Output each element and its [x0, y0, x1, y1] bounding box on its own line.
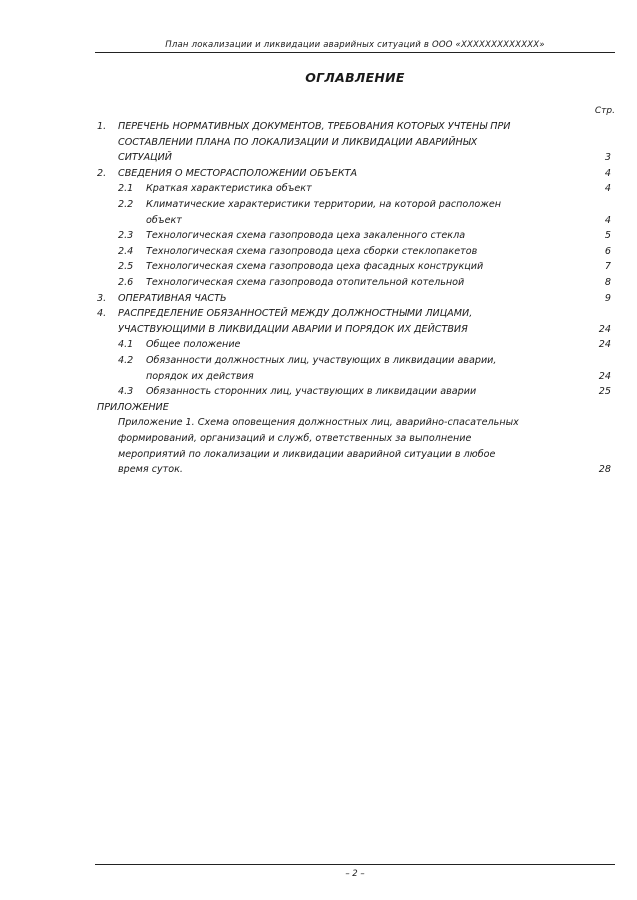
toc-entry-page: 24	[598, 323, 611, 335]
toc-entry-number: 4.	[97, 308, 107, 320]
toc-entry-text[interactable]: Общее положение	[146, 339, 241, 351]
toc-entry-number: 2.3	[118, 230, 134, 242]
toc-entry-number: 2.2	[118, 199, 134, 210]
toc-entry-text[interactable]: Климатические характеристики территории, на которой расположен	[146, 199, 502, 210]
page-header: План локализации и ликвидации аварийных ситуаций в ООО «ХХХХХХХХХХХХХ»	[165, 40, 545, 50]
toc-entry-number: 4.3	[118, 386, 134, 398]
toc-entry-number: 2.1	[118, 183, 134, 195]
toc-entry-number: 1.	[97, 121, 107, 132]
toc-entry-page: 5	[604, 230, 611, 242]
toc-entry-number: 4.2	[118, 355, 134, 366]
toc-entry-number: 2.	[97, 167, 107, 179]
toc-entry-text[interactable]: СИТУАЦИЙ	[118, 152, 172, 164]
toc-entry-text[interactable]: ПРИЛОЖЕНИЕ	[97, 401, 169, 413]
toc-entry-page: 8	[604, 277, 611, 288]
toc-entry-text[interactable]: Обязанности должностных лиц, участвующих в ликвидации аварии,	[146, 355, 497, 366]
toc-entry-text[interactable]: РАСПРЕДЕЛЕНИЕ ОБЯЗАННОСТЕЙ МЕЖДУ ДОЛЖНОСТНЫМИ ЛИЦАМИ,	[118, 308, 473, 320]
toc-entry-text[interactable]: формирований, организаций и служб, ответственных за выполнение	[118, 433, 472, 444]
toc-entry-page: 24	[598, 339, 611, 351]
toc-entry-text[interactable]: УЧАСТВУЮЩИМИ В ЛИКВИДАЦИИ АВАРИИ И ПОРЯДОК ИХ ДЕЙСТВИЯ	[118, 323, 468, 335]
toc-entry-text[interactable]: Обязанность сторонних лиц, участвующих в ликвидации аварии	[146, 386, 477, 398]
toc-entry-text[interactable]: объект	[146, 214, 182, 226]
toc-entry-page: 4	[604, 167, 611, 179]
toc-entry-text[interactable]: ПЕРЕЧЕНЬ НОРМАТИВНЫХ ДОКУМЕНТОВ, ТРЕБОВАНИЯ КОТОРЫХ УЧТЕНЫ ПРИ	[118, 121, 511, 132]
toc-entry-text[interactable]: СОСТАВЛЕНИИ ПЛАНА ПО ЛОКАЛИЗАЦИИ И ЛИКВИДАЦИИ АВАРИЙНЫХ	[118, 136, 478, 148]
toc-entry-text[interactable]: Технологическая схема газопровода цеха сборки стеклопакетов	[146, 245, 478, 257]
toc-entry-number: 4.1	[118, 339, 134, 351]
toc-entry-text[interactable]: Краткая характеристика объект	[146, 183, 312, 195]
toc-title: ОГЛАВЛЕНИЕ	[305, 70, 405, 85]
toc-entry-text[interactable]: порядок их действия	[146, 370, 254, 382]
page-number: – 2 –	[345, 869, 365, 879]
toc-entry-text[interactable]: СВЕДЕНИЯ О МЕСТОРАСПОЛОЖЕНИИ ОБЪЕКТА	[118, 167, 358, 179]
toc-entry-page: 9	[604, 292, 611, 304]
toc-entry-page: 4	[604, 214, 611, 226]
toc-entry-text[interactable]: ОПЕРАТИВНАЯ ЧАСТЬ	[118, 292, 227, 304]
page-column-label: Стр.	[594, 106, 615, 116]
toc-entry-text[interactable]: Технологическая схема газопровода цеха фасадных конструкций	[146, 261, 484, 273]
toc-entry-page: 25	[598, 386, 611, 398]
toc-entry-text[interactable]: Технологическая схема газопровода отопительной котельной	[146, 277, 465, 288]
toc-entry-text[interactable]: мероприятий по локализации и ликвидации аварийной ситуации в любое	[118, 448, 496, 460]
toc-entry-page: 7	[604, 261, 611, 273]
toc-entry-number: 3.	[97, 292, 107, 304]
toc-entry-page: 28	[598, 464, 611, 476]
toc-entry-text[interactable]: Технологическая схема газопровода цеха закаленного стекла	[146, 230, 466, 242]
footer-rule	[95, 864, 615, 865]
toc-entry-page: 6	[604, 245, 611, 257]
toc-entry-number: 2.6	[118, 277, 134, 288]
toc-entry-number: 2.4	[118, 245, 134, 257]
toc-entry-text[interactable]: время суток.	[118, 464, 183, 476]
toc-entry-number: 2.5	[118, 261, 134, 273]
toc-entry-text[interactable]: Приложение 1. Схема оповещения должностных лиц, аварийно-спасательных	[118, 417, 519, 429]
toc-entry-page: 24	[598, 370, 611, 382]
toc-entry-page: 3	[604, 152, 611, 164]
toc-entry-page: 4	[604, 183, 611, 195]
